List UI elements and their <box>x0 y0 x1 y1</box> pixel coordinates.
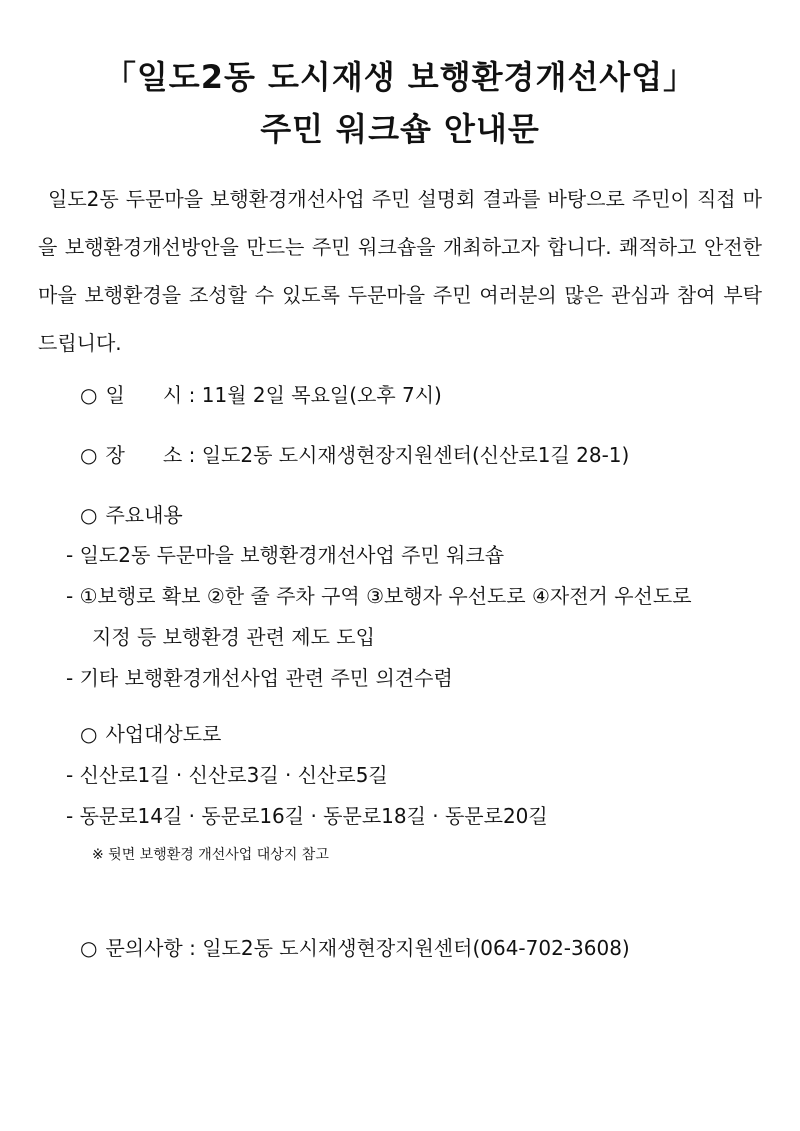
document-title: 「일도2동 도시재생 보행환경개선사업」 <box>103 58 697 96</box>
datetime-row <box>80 382 442 408</box>
datetime-label: 일 시 <box>105 383 183 407</box>
content-heading-label: 주요내용 <box>105 503 183 527</box>
location-label: 장 소 <box>105 443 183 467</box>
circle-bullet-icon: ○ <box>80 936 98 960</box>
content-item: - 기타 보행환경개선사업 관련 주민 의견수렴 <box>66 666 453 690</box>
intro-paragraph: 일도2동 두문마을 보행환경개선사업 주민 설명회 결과를 바탕으로 주민이 직접 마을 보행환경개선방안을 만드는 주민 워크숍을 개최하고자 합니다. 쾌적하고 안전한 마을 보행환경을 조성할 수 있도록 두문마을 주민 여러분의 많은 관심과 참여 부탁드립니다. <box>38 187 762 355</box>
location-value: 일도2동 도시재생현장지원센터(신산로1길 28-1) <box>201 443 630 467</box>
inquiry-label: 문의사항 <box>105 936 183 960</box>
datetime-value: 11월 2일 목요일(오후 7시) <box>201 383 442 407</box>
circle-bullet-icon: ○ <box>80 383 98 407</box>
road-item: - 신산로1길 · 신산로3길 · 신산로5길 <box>66 763 388 787</box>
inquiry-value: 일도2동 도시재생현장지원센터(064-702-3608) <box>202 936 630 960</box>
roads-heading-label: 사업대상도로 <box>105 722 222 746</box>
inquiry-row <box>80 935 630 961</box>
circle-bullet-icon: ○ <box>80 503 98 527</box>
location-separator: : <box>188 443 196 467</box>
roads-heading <box>80 721 221 747</box>
circle-bullet-icon: ○ <box>80 443 98 467</box>
content-heading <box>80 502 183 528</box>
document-subtitle: 주민 워크숍 안내문 <box>260 110 540 148</box>
road-item: - 동문로14길 · 동문로16길 · 동문로18길 · 동문로20길 <box>66 804 548 828</box>
inquiry-separator: : <box>189 936 196 960</box>
content-item-continuation: 지정 등 보행환경 관련 제도 도입 <box>92 625 375 649</box>
circle-bullet-icon: ○ <box>80 722 98 746</box>
content-item: - ①보행로 확보 ②한 줄 주차 구역 ③보행자 우선도로 ④자전거 우선도로 <box>66 584 692 608</box>
location-row <box>80 442 629 468</box>
datetime-separator: : <box>188 383 196 407</box>
content-item: - 일도2동 두문마을 보행환경개선사업 주민 워크숍 <box>66 543 505 567</box>
roads-note: ※ 뒷면 보행환경 개선사업 대상지 참고 <box>92 847 329 863</box>
